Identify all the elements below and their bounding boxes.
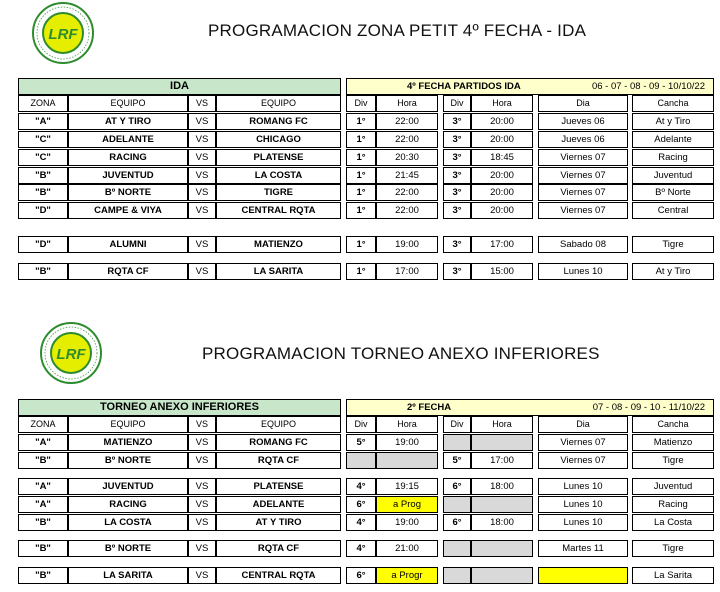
cell-div1: 1°: [346, 131, 376, 148]
cell-cancha: Tigre: [632, 236, 714, 253]
cell-zona: "D": [18, 202, 68, 219]
cell-equipo1: MATIENZO: [68, 434, 188, 451]
cell-equipo1: RQTA CF: [68, 263, 188, 280]
cell-div2: [443, 496, 471, 513]
cell-hora1: 21:00: [376, 540, 438, 557]
cell-equipo1: Bº NORTE: [68, 452, 188, 469]
cell-cancha: Tigre: [632, 540, 714, 557]
column-header-dia: Dia: [538, 416, 628, 433]
cell-vs: VS: [188, 131, 216, 148]
cell-hora2: 17:00: [471, 452, 533, 469]
cell-div1: 1°: [346, 184, 376, 201]
cell-vs: VS: [188, 452, 216, 469]
cell-zona: "B": [18, 540, 68, 557]
column-header-zona: ZONA: [18, 95, 68, 112]
cell-hora1: 22:00: [376, 184, 438, 201]
cell-div2: 3°: [443, 184, 471, 201]
table-row: [18, 263, 714, 280]
cell-div1: [346, 452, 376, 469]
column-header-hora2: Hora: [471, 416, 533, 433]
cell-equipo1: Bº NORTE: [68, 184, 188, 201]
cell-equipo2: LA SARITA: [216, 263, 341, 280]
cell-div2: [443, 434, 471, 451]
table-row: [18, 434, 714, 451]
cell-equipo2: LA COSTA: [216, 167, 341, 184]
cell-zona: "B": [18, 263, 68, 280]
cell-div2: 3°: [443, 149, 471, 166]
cell-div2: 6°: [443, 478, 471, 495]
column-header-row: [18, 416, 714, 433]
cell-zona: "B": [18, 514, 68, 531]
cell-equipo2: PLATENSE: [216, 478, 341, 495]
cell-dia: Viernes 07: [538, 184, 628, 201]
cell-equipo2: TIGRE: [216, 184, 341, 201]
cell-hora1: a Prog: [376, 496, 438, 513]
right-header: [346, 399, 714, 416]
table-row: [18, 514, 714, 531]
cell-div1: 4°: [346, 540, 376, 557]
column-header-cancha: Cancha: [632, 95, 714, 112]
cell-div2: 3°: [443, 167, 471, 184]
table-row: [18, 540, 714, 557]
cell-vs: VS: [188, 567, 216, 584]
cell-cancha: Racing: [632, 149, 714, 166]
cell-hora2: 20:00: [471, 184, 533, 201]
fecha-label: 4º FECHA PARTIDOS IDA: [407, 81, 521, 92]
cell-cancha: Tigre: [632, 452, 714, 469]
svg-text:LRF: LRF: [48, 26, 78, 43]
cell-div1: 1°: [346, 113, 376, 130]
cell-hora2: 17:00: [471, 236, 533, 253]
cell-zona: "D": [18, 236, 68, 253]
cell-cancha: Juventud: [632, 478, 714, 495]
cell-dia: Martes 11: [538, 540, 628, 557]
cell-hora1: 19:00: [376, 514, 438, 531]
cell-dia: Jueves 06: [538, 113, 628, 130]
cell-div1: 4°: [346, 478, 376, 495]
cell-equipo2: ADELANTE: [216, 496, 341, 513]
cell-hora1: a Progr: [376, 567, 438, 584]
left-header: TORNEO ANEXO INFERIORES: [18, 399, 341, 416]
cell-div1: 4°: [346, 514, 376, 531]
cell-div2: [443, 540, 471, 557]
cell-hora1: 19:15: [376, 478, 438, 495]
cell-dia: Viernes 07: [538, 452, 628, 469]
cell-equipo1: AT Y TIRO: [68, 113, 188, 130]
section-header-row: [18, 78, 714, 95]
cell-hora2: 18:45: [471, 149, 533, 166]
cell-equipo2: ROMANG FC: [216, 113, 341, 130]
cell-hora1: 22:00: [376, 202, 438, 219]
fecha-dates: 06 - 07 - 08 - 09 - 10/10/22: [591, 81, 705, 92]
table-row: [18, 452, 714, 469]
table-row: [18, 131, 714, 148]
table-row: [18, 167, 714, 184]
cell-dia: [538, 567, 628, 584]
cell-div1: 5°: [346, 434, 376, 451]
cell-equipo1: RACING: [68, 149, 188, 166]
cell-equipo2: CHICAGO: [216, 131, 341, 148]
cell-vs: VS: [188, 434, 216, 451]
cell-dia: Sabado 08: [538, 236, 628, 253]
column-header-equipo2: EQUIPO: [216, 95, 341, 112]
cell-div1: 1°: [346, 202, 376, 219]
cell-zona: "C": [18, 149, 68, 166]
fecha-dates: 07 - 08 - 09 - 10 - 11/10/22: [592, 402, 705, 413]
cell-div1: 6°: [346, 496, 376, 513]
column-header-zona: ZONA: [18, 416, 68, 433]
column-header-vs: VS: [188, 416, 216, 433]
cell-dia: Viernes 07: [538, 149, 628, 166]
cell-cancha: Central: [632, 202, 714, 219]
fecha-label: 2º FECHA: [407, 402, 452, 413]
table-row: [18, 236, 714, 253]
cell-cancha: Matienzo: [632, 434, 714, 451]
cell-vs: VS: [188, 184, 216, 201]
cell-equipo2: RQTA CF: [216, 452, 341, 469]
cell-dia: Lunes 10: [538, 496, 628, 513]
cell-hora2: 15:00: [471, 263, 533, 280]
cell-hora1: 20:30: [376, 149, 438, 166]
cell-hora2: [471, 540, 533, 557]
column-header-vs: VS: [188, 95, 216, 112]
cell-cancha: Bº Norte: [632, 184, 714, 201]
cell-cancha: At y Tiro: [632, 263, 714, 280]
cell-div2: [443, 567, 471, 584]
cell-vs: VS: [188, 540, 216, 557]
cell-hora1: 19:00: [376, 236, 438, 253]
column-header-equipo1: EQUIPO: [68, 416, 188, 433]
cell-hora1: 22:00: [376, 113, 438, 130]
cell-zona: "C": [18, 131, 68, 148]
cell-div1: 1°: [346, 149, 376, 166]
cell-hora2: [471, 567, 533, 584]
column-header-div1: Div: [346, 416, 376, 433]
cell-div1: 1°: [346, 236, 376, 253]
table-row: [18, 567, 714, 584]
cell-vs: VS: [188, 236, 216, 253]
column-header-hora1: Hora: [376, 95, 438, 112]
cell-div1: 1°: [346, 167, 376, 184]
cell-dia: Lunes 10: [538, 514, 628, 531]
cell-cancha: At y Tiro: [632, 113, 714, 130]
cell-equipo1: CAMPE & VIYA: [68, 202, 188, 219]
page-title-petit: PROGRAMACION ZONA PETIT 4º FECHA - IDA: [208, 21, 587, 40]
cell-vs: VS: [188, 167, 216, 184]
column-header-hora1: Hora: [376, 416, 438, 433]
cell-hora2: 20:00: [471, 113, 533, 130]
cell-hora2: 20:00: [471, 167, 533, 184]
cell-vs: VS: [188, 514, 216, 531]
cell-equipo1: LA SARITA: [68, 567, 188, 584]
cell-hora1: 17:00: [376, 263, 438, 280]
cell-hora2: 20:00: [471, 131, 533, 148]
cell-cancha: Adelante: [632, 131, 714, 148]
cell-cancha: Racing: [632, 496, 714, 513]
column-header-div2: Div: [443, 416, 471, 433]
cell-hora1: 19:00: [376, 434, 438, 451]
table-row: [18, 184, 714, 201]
cell-div2: 3°: [443, 202, 471, 219]
cell-hora2: [471, 434, 533, 451]
cell-equipo2: RQTA CF: [216, 540, 341, 557]
table-row: [18, 113, 714, 130]
cell-equipo2: CENTRAL RQTA: [216, 567, 341, 584]
cell-div2: 3°: [443, 113, 471, 130]
table-row: [18, 478, 714, 495]
cell-div2: 3°: [443, 236, 471, 253]
column-header-hora2: Hora: [471, 95, 533, 112]
cell-hora2: [471, 496, 533, 513]
cell-div2: 6°: [443, 514, 471, 531]
cell-div2: 3°: [443, 131, 471, 148]
league-logo-2: [40, 322, 102, 384]
cell-equipo2: ROMANG FC: [216, 434, 341, 451]
right-header: [346, 78, 714, 95]
cell-dia: Viernes 07: [538, 202, 628, 219]
cell-zona: "B": [18, 167, 68, 184]
cell-dia: Lunes 10: [538, 263, 628, 280]
column-header-div1: Div: [346, 95, 376, 112]
cell-equipo1: JUVENTUD: [68, 478, 188, 495]
cell-hora1: 21:45: [376, 167, 438, 184]
table-row: [18, 149, 714, 166]
cell-zona: "A": [18, 113, 68, 130]
cell-zona: "A": [18, 434, 68, 451]
cell-equipo1: LA COSTA: [68, 514, 188, 531]
league-logo: [32, 2, 94, 64]
cell-hora1: 22:00: [376, 131, 438, 148]
cell-dia: Viernes 07: [538, 167, 628, 184]
cell-dia: Lunes 10: [538, 478, 628, 495]
cell-equipo2: PLATENSE: [216, 149, 341, 166]
cell-equipo2: MATIENZO: [216, 236, 341, 253]
cell-zona: "B": [18, 184, 68, 201]
cell-equipo1: ALUMNI: [68, 236, 188, 253]
cell-cancha: La Sarita: [632, 567, 714, 584]
cell-equipo1: ADELANTE: [68, 131, 188, 148]
svg-text:LRF: LRF: [56, 346, 86, 363]
page-title-anexo: PROGRAMACION TORNEO ANEXO INFERIORES: [202, 344, 600, 363]
column-header-equipo2: EQUIPO: [216, 416, 341, 433]
cell-zona: "A": [18, 478, 68, 495]
cell-equipo1: RACING: [68, 496, 188, 513]
cell-zona: "A": [18, 496, 68, 513]
cell-equipo1: Bº NORTE: [68, 540, 188, 557]
column-header-row: [18, 95, 714, 112]
cell-hora1: [376, 452, 438, 469]
column-header-div2: Div: [443, 95, 471, 112]
column-header-dia: Dia: [538, 95, 628, 112]
left-header: IDA: [18, 78, 341, 95]
column-header-cancha: Cancha: [632, 416, 714, 433]
cell-cancha: La Costa: [632, 514, 714, 531]
cell-equipo1: JUVENTUD: [68, 167, 188, 184]
table-row: [18, 202, 714, 219]
cell-vs: VS: [188, 113, 216, 130]
cell-equipo2: AT Y TIRO: [216, 514, 341, 531]
cell-zona: "B": [18, 452, 68, 469]
cell-hora2: 18:00: [471, 478, 533, 495]
cell-cancha: Juventud: [632, 167, 714, 184]
cell-hora2: 20:00: [471, 202, 533, 219]
cell-vs: VS: [188, 478, 216, 495]
cell-div2: 5°: [443, 452, 471, 469]
cell-vs: VS: [188, 149, 216, 166]
cell-div1: 1°: [346, 263, 376, 280]
section-header-row: [18, 399, 714, 416]
cell-dia: Viernes 07: [538, 434, 628, 451]
cell-div1: 6°: [346, 567, 376, 584]
cell-dia: Jueves 06: [538, 131, 628, 148]
table-row: [18, 496, 714, 513]
cell-hora2: 18:00: [471, 514, 533, 531]
cell-vs: VS: [188, 202, 216, 219]
cell-div2: 3°: [443, 263, 471, 280]
cell-vs: VS: [188, 496, 216, 513]
cell-zona: "B": [18, 567, 68, 584]
cell-equipo2: CENTRAL RQTA: [216, 202, 341, 219]
column-header-equipo1: EQUIPO: [68, 95, 188, 112]
cell-vs: VS: [188, 263, 216, 280]
